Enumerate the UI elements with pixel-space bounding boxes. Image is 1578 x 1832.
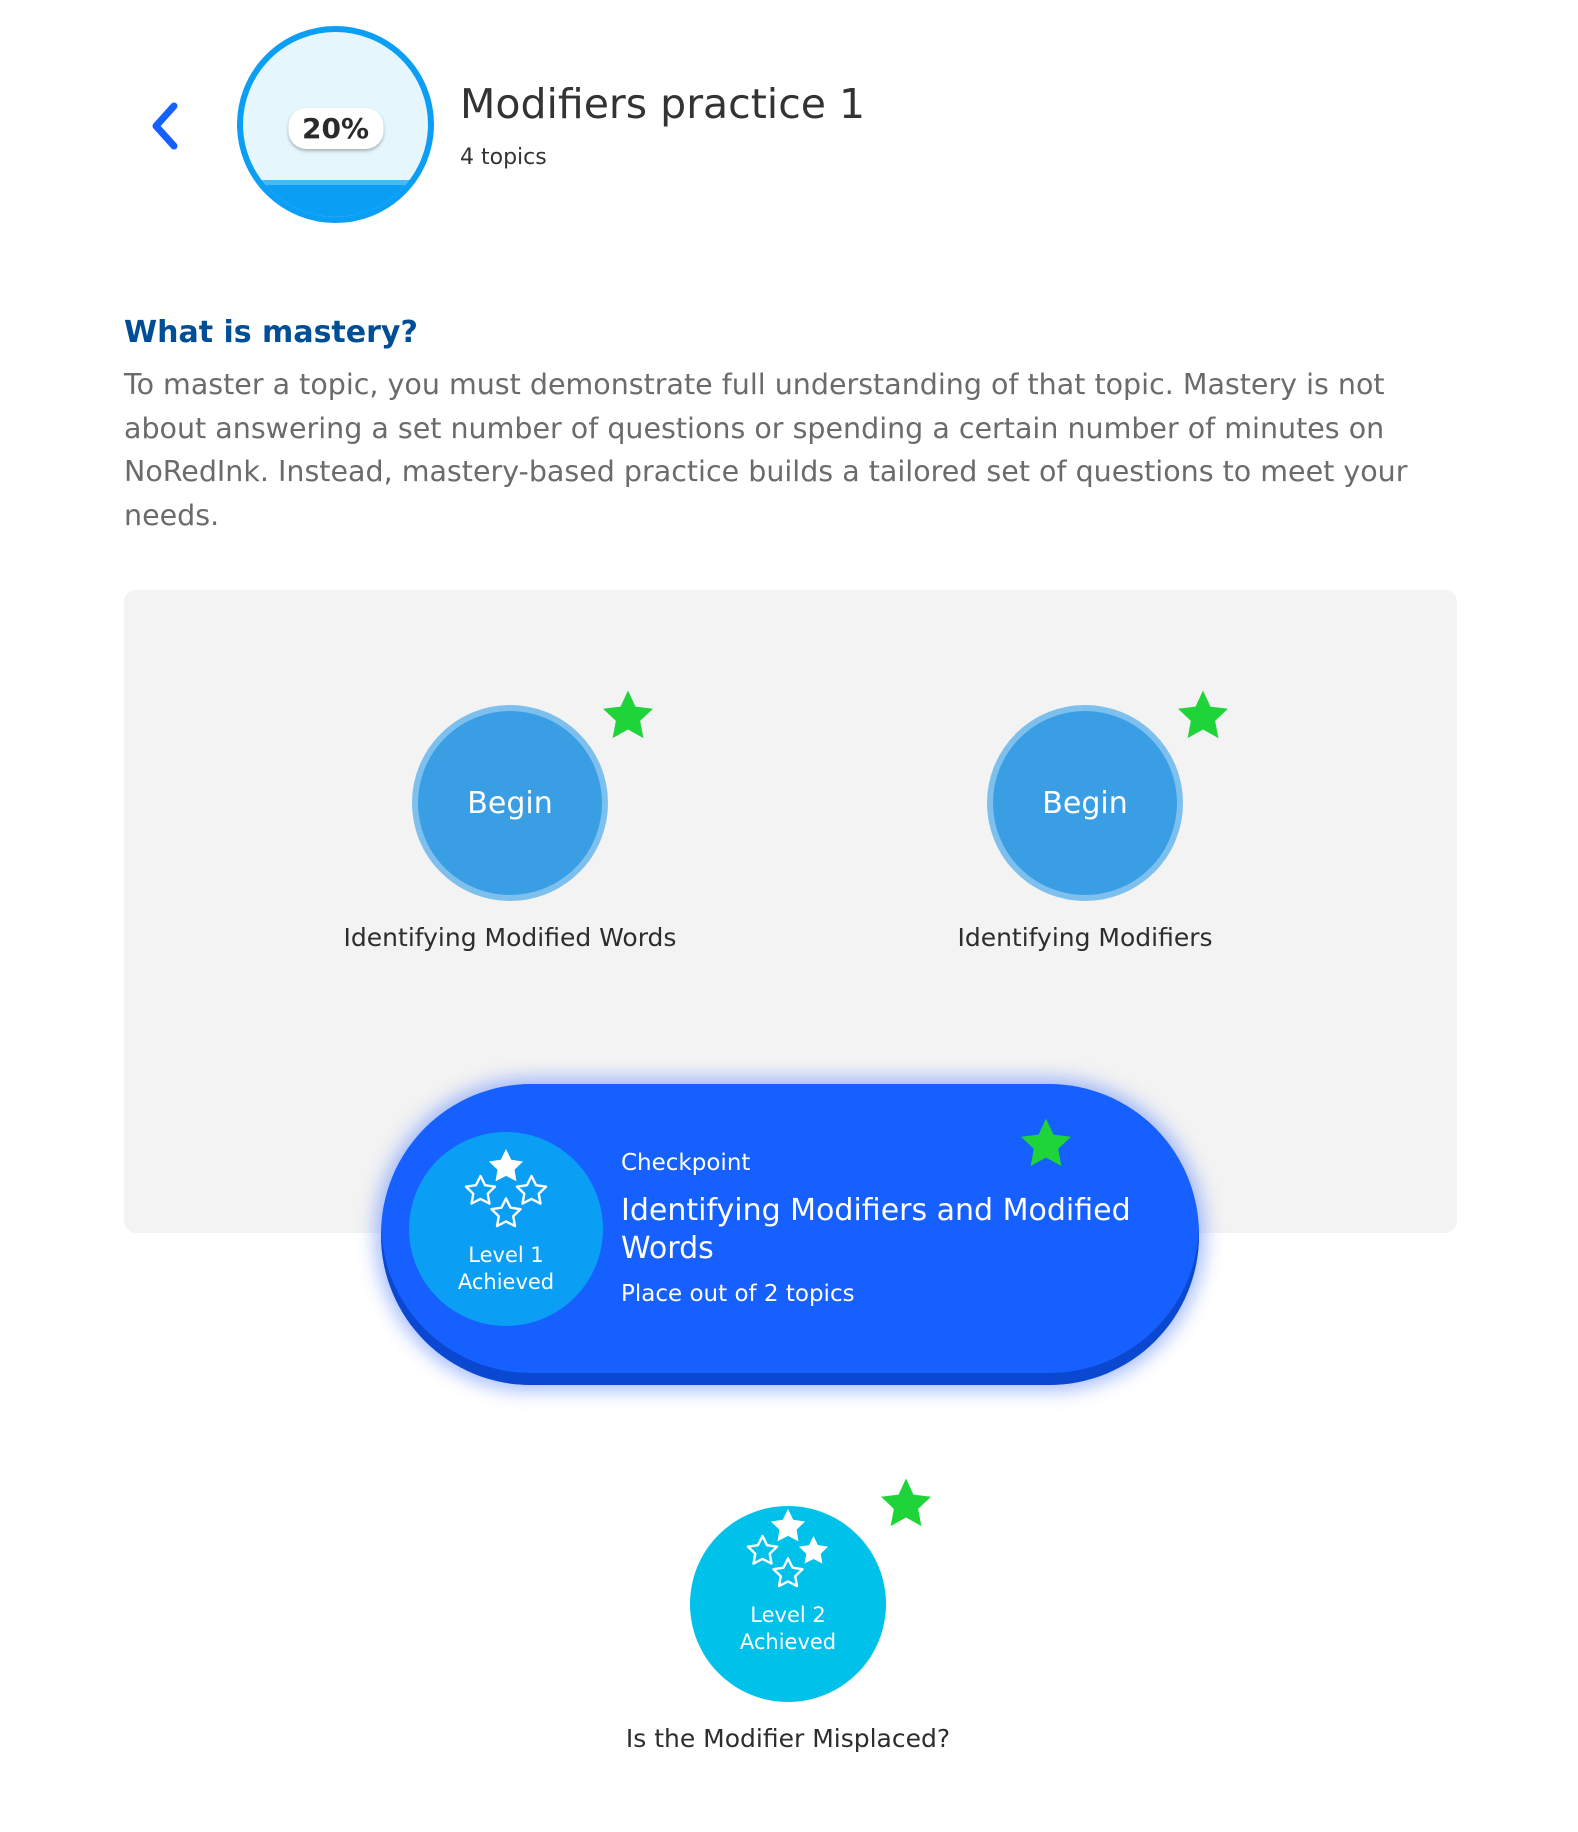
topic-label: Identifying Modified Words: [343, 923, 677, 952]
mastery-heading: What is mastery?: [124, 315, 418, 350]
badge-level: Level 2: [750, 1603, 826, 1627]
progress-percent-label: 20%: [288, 108, 383, 149]
page-title: Modifiers practice 1: [460, 80, 866, 128]
checkpoint-kicker: Checkpoint: [621, 1150, 751, 1176]
mastery-description: To master a topic, you must demonstrate full understanding of that topic. Mastery is not about answering a set number of questions or spending a certain number of minutes on NoRedInk. Instead, mastery-based practice builds a tailored set of questions to meet your needs.: [124, 368, 1408, 532]
topic-node-is-the-modifier-misplaced: [608, 1494, 968, 1753]
topic-label: Is the Modifier Misplaced?: [625, 1724, 951, 1753]
checkpoint-card[interactable]: [381, 1084, 1199, 1385]
star-icon: [1018, 1115, 1074, 1171]
star-icon: [878, 1475, 934, 1531]
badge-status: Achieved: [739, 1630, 837, 1654]
star-icon: [600, 687, 656, 743]
progress-fill: [243, 180, 428, 217]
badge-status: Achieved: [457, 1270, 555, 1294]
begin-button[interactable]: Begin: [987, 705, 1183, 901]
back-button[interactable]: [140, 98, 188, 154]
stars-icon: [743, 1506, 833, 1596]
progress-circle: [237, 26, 434, 223]
begin-button[interactable]: Begin: [412, 705, 608, 901]
checkpoint-title: Identifying Modifiers and Modified Words: [621, 1193, 1131, 1266]
level-2-badge[interactable]: [690, 1506, 886, 1702]
topic-count: 4 topics: [460, 145, 547, 170]
checkpoint-subtitle: Place out of 2 topics: [621, 1281, 855, 1307]
star-icon: [1175, 687, 1231, 743]
chevron-left-icon: [147, 101, 181, 151]
topic-label: Identifying Modifiers: [957, 923, 1213, 952]
badge-level: Level 1: [468, 1243, 544, 1267]
level-1-badge: [409, 1132, 603, 1326]
stars-icon: [461, 1146, 551, 1236]
